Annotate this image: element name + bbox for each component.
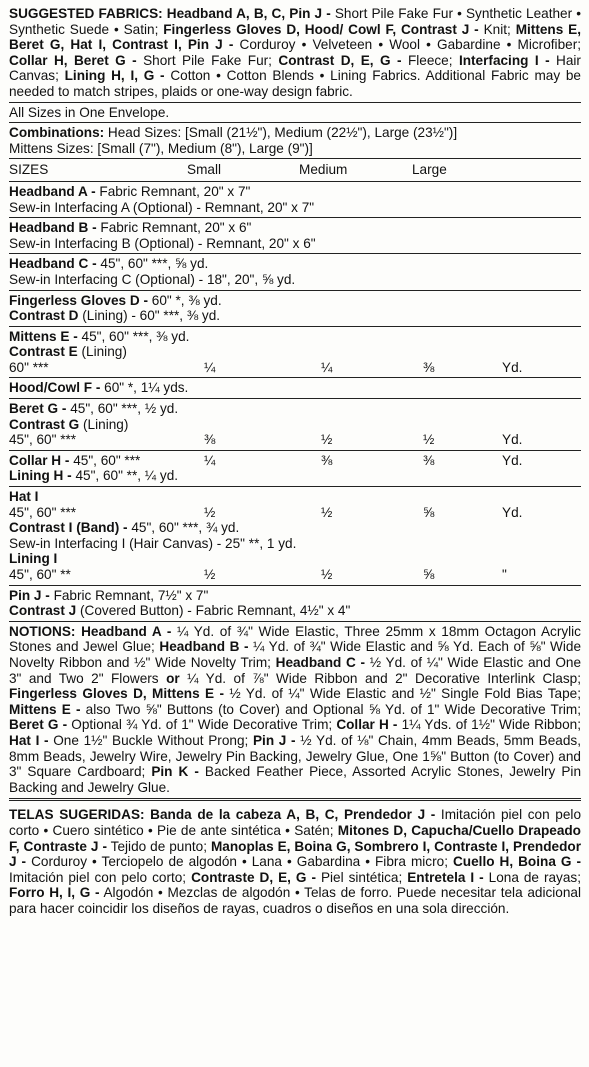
quantity-unit: Yd. <box>502 452 523 468</box>
quantity-row <box>9 505 581 521</box>
quantity-large: ½ <box>423 432 435 448</box>
text-run: NOTIONS: Headband A - <box>9 623 172 639</box>
text-run: Contrast D, E, G - <box>278 52 402 68</box>
sizes-header-label: SIZES <box>9 162 49 178</box>
text-run: ¼ Yd. of ⅞" Wide Ribbon and 2" Decorative Interlink Clasp; <box>179 670 581 686</box>
quantity-large: ⅜ <box>423 359 435 375</box>
text-run: Hood/Cowl F - <box>9 380 101 396</box>
quantity-medium: ¼ <box>321 359 333 375</box>
sizes-header <box>9 159 581 182</box>
quantity-small: ⅜ <box>204 432 216 448</box>
text-run: Contrast E <box>9 344 78 360</box>
yardage-block <box>9 291 581 327</box>
quantity-label <box>9 567 187 583</box>
text-run: Cotton • Cotton Blends • Lining Fabrics. Additional Fabric may be needed to match stripes, plaids or one-way design fabric. <box>9 68 581 99</box>
quantity-row <box>9 432 581 448</box>
quantity-small: ½ <box>204 504 216 520</box>
text-run: Mittens E, Beret G, Hat I, Contrast I, Pin J - <box>9 21 581 53</box>
quantity-label <box>9 453 187 469</box>
text-run: Fingerless Gloves D - <box>9 292 149 308</box>
quantity-medium: ½ <box>321 567 333 582</box>
text-run: Beret G - <box>9 717 68 733</box>
quantity-small: ½ <box>204 567 216 582</box>
quantity-large: ⅜ <box>423 452 435 468</box>
text-run: Sew-in Interfacing I (Hair Canvas) - 25" **, 1 yd. <box>9 535 297 551</box>
text-run: ¼ Yd. of ¾" Wide Elastic, Three 25mm x 18mm Octagon Acrylic Stones and Jewel Glue; <box>9 623 581 655</box>
text-run: Mittens E - <box>9 701 81 717</box>
text-run: Tejido de punto; <box>106 838 211 854</box>
text-run: Headband C - <box>9 256 97 272</box>
yardage-line <box>9 220 581 236</box>
text-run: Manoplas E, Boina G, Sombrero I, Contraste I, Prendedor J - <box>9 838 581 870</box>
yardage-block <box>9 378 581 399</box>
text-run: Short Pile Fake Fur; <box>136 52 279 68</box>
text-run: Headband C - <box>275 654 366 670</box>
quantity-width: 45", 60" ** <box>9 567 71 582</box>
text-run: Hat I - <box>9 732 49 748</box>
text-run: ½ Yd. of ⅛" Chain, 4mm Beads, 5mm Beads, 8mm Beads, Jewelry Wire, Jewelry Pin Backing, Jewelry Glue, One 1⅝" Button (to Cover) and 3" Square Cardboard; <box>9 732 582 780</box>
quantity-label <box>9 360 187 376</box>
yardage-line <box>9 468 581 484</box>
text-run: 45", 60" ***, ⅝ yd. <box>96 256 209 272</box>
yardage-line <box>9 236 581 252</box>
quantity-label <box>9 432 187 448</box>
text-run: Collar H, Beret G - <box>9 52 137 68</box>
text-run: 60" *, 1¼ yds. <box>100 380 189 396</box>
telas-sugeridas <box>9 801 581 916</box>
quantity-large: ⅝ <box>423 504 435 520</box>
quantity-small: ¼ <box>204 452 216 468</box>
quantity-width: 60" *** <box>9 359 49 375</box>
text-run: Sew-in Interfacing A (Optional) - Remnant, 20" x 7" <box>9 199 315 215</box>
text-run: Headband B - <box>9 220 97 236</box>
text-run: Pin K - <box>151 764 199 780</box>
text-run: Headband B - <box>159 639 249 655</box>
text-run: Pin J - <box>9 587 50 603</box>
text-run: Lining H, I, G - <box>64 68 165 84</box>
yardage-line <box>9 329 581 345</box>
sizes-header-large: Large <box>412 162 447 178</box>
quantity-row <box>9 567 581 583</box>
text-run: Entretela I - <box>407 869 484 885</box>
yardage-line <box>9 293 581 309</box>
yardage-line <box>9 184 581 200</box>
mittens-sizes: Mittens Sizes: [Small (7"), Medium (8"), Large (9")] <box>9 140 313 156</box>
text-run: also Two ⅝" Buttons (to Cover) and Optional ⅝ Yd. of 1" Wide Decorative Trim; <box>80 701 581 717</box>
text-run: Contraste D, E, G - <box>191 869 316 885</box>
yardage-block <box>9 399 581 451</box>
yardage-line <box>9 603 581 619</box>
quantity-unit: " <box>502 567 507 582</box>
text-run: Algodón • Mezclas de algodón • Telas de forro. Puede necesitar tela adicional para hacer coincidir los diseños de rayas, cuadros o diseños en una sola dirección. <box>9 885 581 916</box>
quantity-unit: Yd. <box>502 504 523 520</box>
yardage-block <box>9 451 581 487</box>
text-run: ½ Yd. of ¼" Wide Elastic and ½" Single Fold Bias Tape; <box>223 686 581 702</box>
text-run: Sew-in Interfacing C (Optional) - 18", 20", ⅝ yd. <box>9 271 296 287</box>
text-run: TELAS SUGERIDAS: Banda de la cabeza A, B, C, Prendedor J - <box>9 807 436 823</box>
sizes-header-medium: Medium <box>299 162 348 178</box>
combinations <box>9 123 581 159</box>
quantity-label <box>9 505 187 521</box>
text-run: 45", 60" ***, ⅜ yd. <box>77 328 190 344</box>
yardage-line <box>9 588 581 604</box>
text-run: Contrast J <box>9 603 77 619</box>
notions <box>9 622 581 802</box>
text-run: Interfacing I - <box>458 52 550 68</box>
text-run: Pin J - <box>252 732 296 748</box>
text-run: Imitación piel con pelo corto • Cuero sintético • Pie de ante sintética • Satén; <box>9 807 581 838</box>
yardage-block <box>9 254 581 290</box>
yardage-line <box>9 272 581 288</box>
quantity-medium: ⅜ <box>321 452 333 468</box>
quantity-width: 45", 60" *** <box>69 452 141 468</box>
text-run: Lining I <box>9 551 58 567</box>
text-run: Contrast D <box>9 308 79 324</box>
text-run: Optional ¾ Yd. of 1" Wide Decorative Trim; <box>67 717 337 733</box>
text-run: 45", 60" ***, ½ yd. <box>66 401 179 417</box>
text-run: Lining H - <box>9 468 72 484</box>
text-run: Imitación piel con pelo corto; <box>9 869 192 885</box>
text-run: Corduroy • Velveteen • Wool • Gabardine • Microfiber; <box>233 37 581 53</box>
text-run: 45", 60" ***, ¾ yd. <box>127 520 240 536</box>
text-run: Mitones D, Capucha/Cuello Drapeado F, Contraste J - <box>9 822 581 854</box>
text-run: (Lining) <box>77 344 127 360</box>
text-run: Hair Canvas; <box>9 52 581 84</box>
quantity-row <box>9 360 581 376</box>
text-run: ½ Yd. of ¼" Wide Elastic and One 3" and Two 2" Flowers <box>9 654 582 686</box>
text-run: Beret G - <box>9 401 67 417</box>
quantity-unit: Yd. <box>502 359 523 375</box>
yardage-line <box>9 200 581 216</box>
yardage-line <box>9 256 581 272</box>
yardage-sections <box>9 182 581 622</box>
text-run: (Lining) - 60" ***, ⅜ yd. <box>78 308 221 324</box>
text-run: Fabric Remnant, 20" x 7" <box>95 183 251 199</box>
quantity-width: 45", 60" *** <box>9 432 77 448</box>
yardage-line <box>9 536 581 552</box>
yardage-line <box>9 380 581 396</box>
yardage-block <box>9 182 581 218</box>
suggested-fabrics <box>9 6 581 103</box>
text-run: Fabric Remnant, 7½" x 7" <box>49 587 209 603</box>
yardage-block <box>9 487 581 586</box>
quantity-large: ⅝ <box>423 567 435 582</box>
quantity-small: ¼ <box>204 359 216 375</box>
quantity-unit: Yd. <box>502 432 523 448</box>
text-run: Contrast I (Band) - <box>9 520 128 536</box>
yardage-block <box>9 327 581 379</box>
quantity-row <box>9 453 581 469</box>
text-run: (Lining) <box>79 416 129 432</box>
text-run: Collar H - <box>336 717 398 733</box>
text-run: Cuello H, Boina G - <box>452 854 581 870</box>
sizes-header-small: Small <box>187 162 221 178</box>
yardage-line <box>9 401 581 417</box>
yardage-block <box>9 218 581 254</box>
text-run: Hat I <box>9 489 39 505</box>
quantity-medium: ½ <box>321 504 333 520</box>
yardage-line <box>9 344 581 360</box>
text-run: Headband A - <box>9 183 96 199</box>
text-run: (Covered Button) - Fabric Remnant, 4½" x 4" <box>76 603 351 619</box>
text-run: SUGGESTED FABRICS: Headband A, B, C, Pin J - <box>9 6 331 21</box>
text-run: or <box>166 670 180 686</box>
text-run: Backed Feather Piece, Assorted Acrylic Stones, Jewelry Pin Backing and Jewelry Glue. <box>9 764 582 795</box>
yardage-line <box>9 308 581 324</box>
yardage-block <box>9 586 581 622</box>
text-run: Fabric Remnant, 20" x 6" <box>96 220 252 236</box>
text-run: Mittens E - <box>9 328 78 344</box>
quantity-width: 45", 60" *** <box>9 504 77 520</box>
text-run: Fingerless Gloves D, Hood/ Cowl F, Contrast J - <box>163 21 479 37</box>
head-sizes: Head Sizes: [Small (21½"), Medium (22½"), Large (23½")] <box>104 125 458 141</box>
text-run: 45", 60" **, ¼ yd. <box>71 468 179 484</box>
yardage-line <box>9 417 581 433</box>
text-run: Sew-in Interfacing B (Optional) - Remnant, 20" x 6" <box>9 235 316 251</box>
yardage-line <box>9 520 581 536</box>
all-sizes-note: All Sizes in One Envelope. <box>9 103 581 124</box>
text-run: Fingerless Gloves D, Mittens E - <box>9 686 224 702</box>
text-run: Corduroy • Terciopelo de algodón • Lana • Gabardina • Fibra micro; <box>26 854 453 870</box>
text-run: 1¼ Yds. of 1½" Wide Ribbon; <box>397 717 581 733</box>
text-run: Fleece; <box>401 52 459 68</box>
text-run: 60" *, ⅜ yd. <box>148 292 222 308</box>
yardage-line <box>9 489 581 505</box>
text-run: Piel sintética; <box>315 869 408 885</box>
quantity-bold-label: Collar H - <box>9 452 70 468</box>
text-run: Knit; <box>478 21 516 37</box>
text-run: Short Pile Fake Fur • Synthetic Leather • Synthetic Suede • Satin; <box>9 6 581 37</box>
text-run: Contrast G <box>9 416 80 432</box>
text-run: Lona de rayas; <box>483 869 581 885</box>
text-run: One 1½" Buckle Without Prong; <box>48 732 253 748</box>
yardage-line <box>9 551 581 567</box>
combinations-label: Combinations: <box>9 125 105 141</box>
text-run: ¼ Yd. of ¾" Wide Elastic and ⅝ Yd. Each of ⅝" Wide Novelty Ribbon and ½" Wide Novelty Trim; <box>9 639 582 670</box>
quantity-medium: ½ <box>321 432 333 448</box>
text-run: Forro H, I, G - <box>9 885 100 901</box>
